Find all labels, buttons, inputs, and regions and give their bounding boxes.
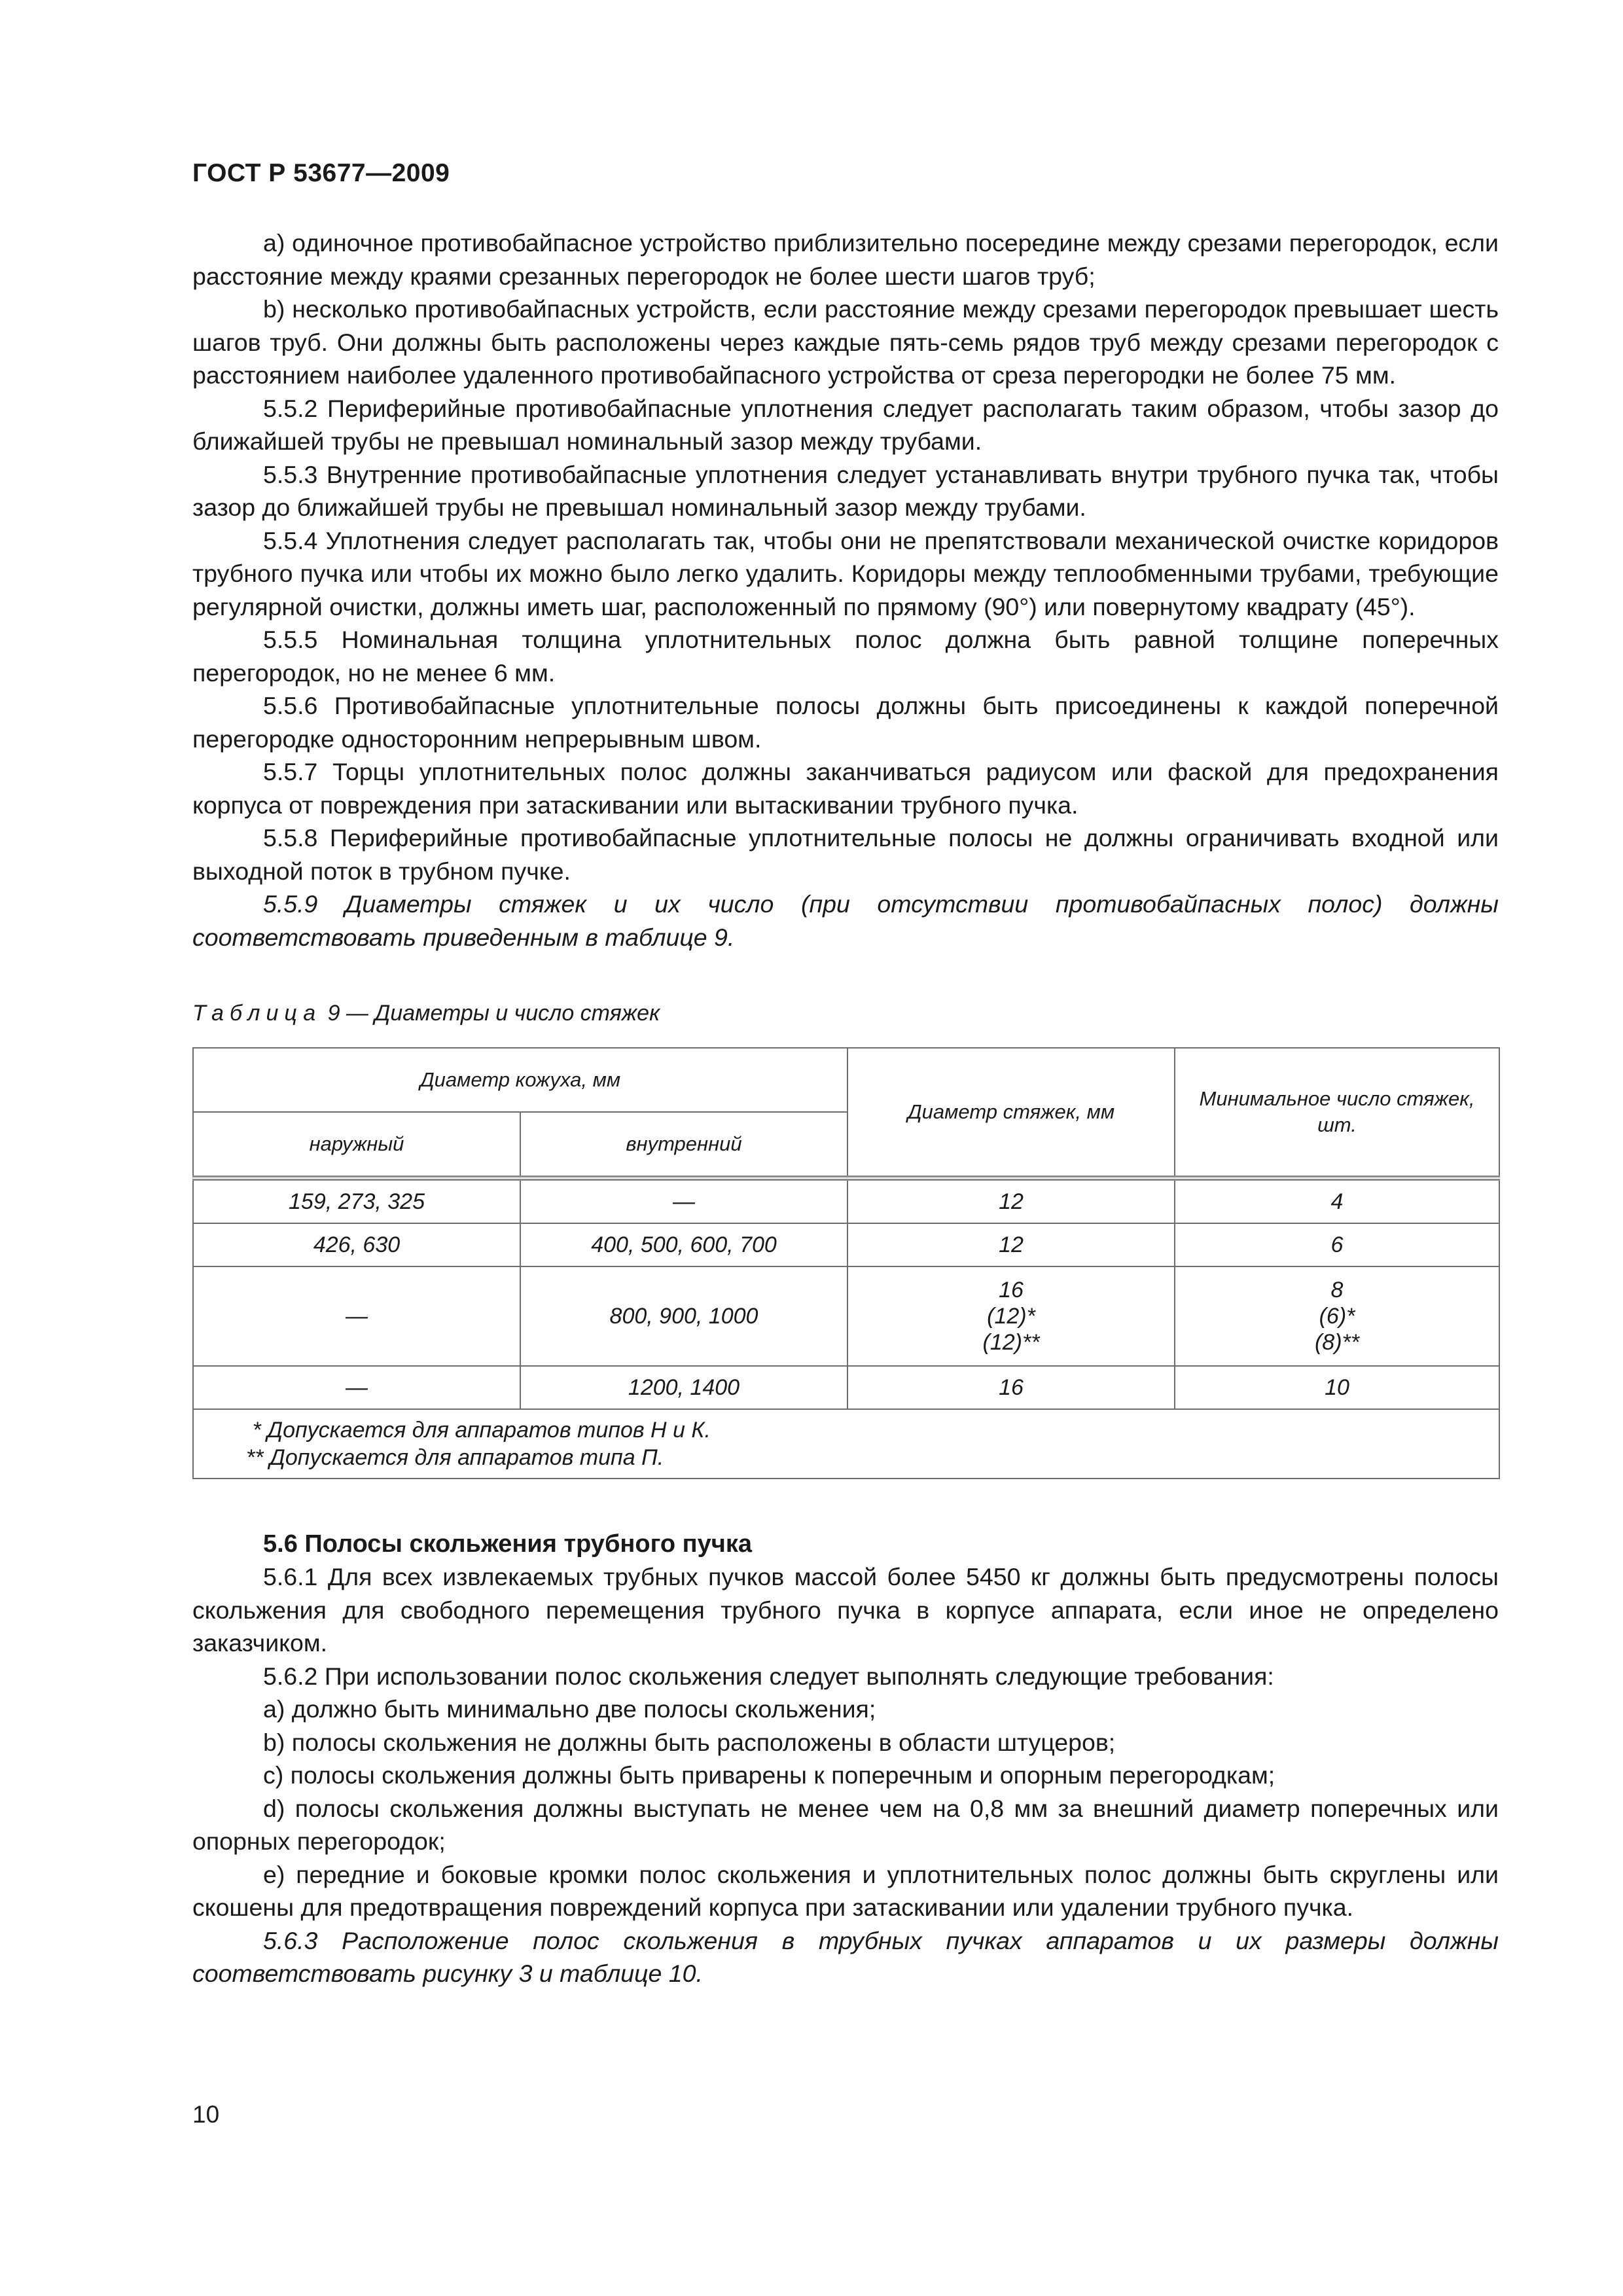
- cell-count: 4: [1175, 1178, 1499, 1223]
- table-note: * Допускается для аппаратов типов Н и К.: [246, 1418, 711, 1443]
- paragraph-5-6-2-b: b) полосы скольжения не должны быть расположены в области штуцеров;: [263, 1728, 1116, 1756]
- document-page: [192, 157, 1499, 1990]
- section-5-6-text: [192, 1560, 1499, 1990]
- paragraph-5-6-2-a: a) должно быть минимально две полосы скольжения;: [263, 1695, 876, 1723]
- cell-count: [1175, 1266, 1499, 1366]
- cell-outer: —: [193, 1366, 520, 1409]
- document-code-header: ГОСТ Р 53677—2009: [192, 159, 450, 187]
- cell-diameter: 12: [847, 1223, 1175, 1266]
- table-row: [193, 1266, 1499, 1366]
- table-9-caption: [192, 1001, 1499, 1026]
- header-outer: наружный: [193, 1112, 520, 1178]
- table-9: [192, 1047, 1500, 1479]
- paragraph-5-5-2: 5.5.2 Периферийные противобайпасные уплотнения следует располагать таким образом, чтобы зазор до ближайшей трубы не превышал номинальный зазор между трубами.: [192, 394, 1499, 455]
- cell-outer: —: [193, 1266, 520, 1366]
- cell-diameter: [847, 1266, 1175, 1366]
- paragraph-5-5-7: 5.5.7 Торцы уплотнительных полос должны заканчиваться радиусом или фаской для предохранения корпуса от повреждения при затаскивании или вытаскивании трубного пучка.: [192, 758, 1499, 819]
- cell-count: 10: [1175, 1366, 1499, 1409]
- paragraph-5-5-6: 5.5.6 Противобайпасные уплотнительные полосы должны быть присоединены к каждой поперечной перегородке односторонним непрерывным швом.: [192, 692, 1499, 753]
- table-row: [193, 1178, 1499, 1223]
- section-5-5-text: [192, 226, 1499, 954]
- cell-inner: 1200, 1400: [520, 1366, 847, 1409]
- paragraph-5-5-5: 5.5.5 Номинальная толщина уплотнительных полос должна быть равной толщине поперечных перегородок, но не менее 6 мм.: [192, 626, 1499, 687]
- cell-inner: —: [520, 1178, 847, 1223]
- paragraph-5-6-1: 5.6.1 Для всех извлекаемых трубных пучков массой более 5450 кг должны быть предусмотрены полосы скольжения для свободного перемещения трубного пучка в корпусе аппарата, если иное не определено заказчиком.: [192, 1563, 1499, 1657]
- paragraph-5-6-2-d: d) полосы скольжения должны выступать не менее чем на 0,8 мм за внешний диаметр поперечных или опорных перегородок;: [192, 1794, 1499, 1855]
- paragraph-5-6-2-c: c) полосы скольжения должны быть приварены к поперечным и опорным перегородкам;: [263, 1761, 1275, 1789]
- header-tie-rod-diameter: Диаметр стяжек, мм: [847, 1048, 1175, 1178]
- cell-count: 6: [1175, 1223, 1499, 1266]
- cell-diameter: 12: [847, 1178, 1175, 1223]
- table-notes-row: [193, 1409, 1499, 1479]
- header-min-tie-rod-count: Минимальное число стяжек, шт.: [1175, 1048, 1499, 1178]
- table-row: [193, 1223, 1499, 1266]
- cell-inner: 400, 500, 600, 700: [520, 1223, 847, 1266]
- page-number: 10: [192, 2101, 220, 2128]
- cell-line: 8: [1330, 1278, 1344, 1302]
- cell-line: 16: [999, 1278, 1024, 1302]
- header-inner: внутренний: [520, 1112, 847, 1178]
- cell-outer: 426, 630: [193, 1223, 520, 1266]
- cell-line: (12)**: [982, 1330, 1040, 1355]
- table-note: ** Допускается для аппаратов типа П.: [246, 1445, 664, 1470]
- paragraph-5-6-3: 5.6.3 Расположение полос скольжения в трубных пучках аппаратов и их размеры должны соответствовать рисунку 3 и таблице 10.: [192, 1926, 1499, 1987]
- paragraph-5-5-8: 5.5.8 Периферийные противобайпасные уплотнительные полосы не должны ограничивать входной или выходной поток в трубном пучке.: [192, 824, 1499, 885]
- header-shell-diameter: Диаметр кожуха, мм: [193, 1048, 847, 1112]
- cell-diameter: 16: [847, 1366, 1175, 1409]
- table-caption-label: Таблица: [192, 1001, 322, 1026]
- paragraph-5-5-4: 5.5.4 Уплотнения следует располагать так, чтобы они не препятствовали механической очистке коридоров трубного пучка или чтобы их можно было легко удалить. Коридоры между теплообменными трубами, требующие регулярной очистки, должны иметь шаг, расположенный по прямому (90°) или повернутому квадрату (45°).: [192, 526, 1499, 620]
- cell-outer: 159, 273, 325: [193, 1178, 520, 1223]
- cell-line: (12)*: [987, 1304, 1035, 1329]
- cell-line: (6)*: [1319, 1304, 1355, 1329]
- paragraph-5-6-2-e: e) передние и боковые кромки полос скольжения и уплотнительных полос должны быть скруглены или скошены для предотвращения повреждений корпуса при затаскивании или удалении трубного пучка.: [192, 1860, 1499, 1921]
- paragraph-5-5-3: 5.5.3 Внутренние противобайпасные уплотнения следует устанавливать внутри трубного пучка так, чтобы зазор до ближайшей трубы не превышал номинальный зазор между трубами.: [192, 460, 1499, 521]
- paragraph-5-5-9: 5.5.9 Диаметры стяжек и их число (при отсутствии противобайпасных полос) должны соответствовать приведенным в таблице 9.: [192, 890, 1499, 951]
- paragraph-item-a: a) одиночное противобайпасное устройство приблизительно посередине между срезами перегородок, если расстояние между краями срезанных перегородок не более шести шагов труб;: [192, 229, 1499, 290]
- cell-inner: 800, 900, 1000: [520, 1266, 847, 1366]
- section-5-6-title: 5.6 Полосы скольжения трубного пучка: [263, 1530, 752, 1558]
- cell-line: (8)**: [1314, 1330, 1360, 1355]
- paragraph-item-b: b) несколько противобайпасных устройств, если расстояние между срезами перегородок превышает шесть шагов труб. Они должны быть расположены через каждые пять-семь рядов труб между срезами перегородок с расстоянием наиболее удаленного противобайпасного устройства от среза перегородки не более 75 мм.: [192, 295, 1499, 389]
- table-row: [193, 1366, 1499, 1409]
- table-notes: [193, 1409, 1499, 1479]
- table-caption-title: 9 — Диаметры и число стяжек: [321, 1001, 660, 1026]
- paragraph-5-6-2: 5.6.2 При использовании полос скольжения следует выполнять следующие требования:: [263, 1662, 1274, 1690]
